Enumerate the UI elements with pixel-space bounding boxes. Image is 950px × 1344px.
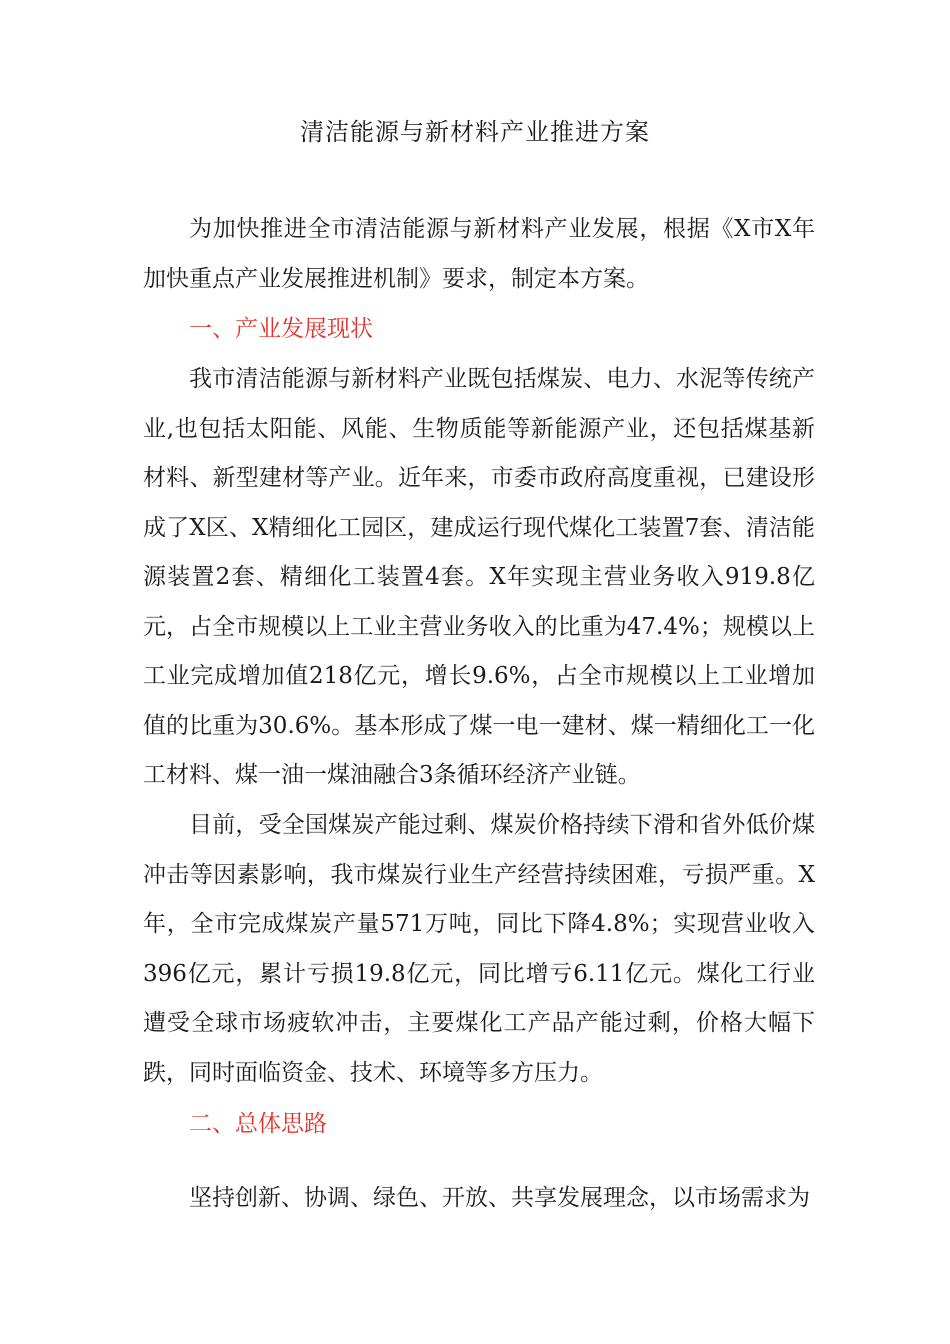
intro-paragraph: 为加快推进全市清洁能源与新材料产业发展，根据《X市X年加快重点产业发展推进机制》要求，制定本方案。 xyxy=(143,216,815,292)
section-heading-approach: 二、总体思路 xyxy=(189,1111,327,1137)
approach-paragraph: 坚持创新、协调、绿色、开放、共享发展理念，以市场需求为 xyxy=(189,1185,810,1211)
section-heading-status: 一、产业发展现状 xyxy=(189,316,373,342)
document-title: 清洁能源与新材料产业推进方案 xyxy=(300,118,650,146)
status-paragraph-1: 我市清洁能源与新材料产业既包括煤炭、电力、水泥等传统产业,也包括太阳能、风能、生物质能等新能源产业，还包括煤基新材料、新型建材等产业。近年来，市委市政府高度重视，已建设形成了X区、X精细化工园区，建成运行现代煤化工装置7套、清洁能源装置2套、精细化工装置4套。X年实现主营业务收入919.8亿元，占全市规模以上工业主营业务收入的比重为47.4%；规模以上工业完成增加值218亿元，增长9.6%，占全市规模以上工业增加值的比重为30.6%。基本形成了煤一电一建材、煤一精细化工一化工材料、煤一油一煤油融合3条循环经济产业链。 xyxy=(143,366,815,788)
status-paragraph-2: 目前，受全国煤炭产能过剩、煤炭价格持续下滑和省外低价煤冲击等因素影响，我市煤炭行业生产经营持续困难，亏损严重。X年，全市完成煤炭产量571万吨，同比下降4.8%；实现营业收入396亿元，累计亏损19.8亿元，同比增亏6.11亿元。煤化工行业遭受全球市场疲软冲击，主要煤化工产品产能过剩，价格大幅下跌，同时面临资金、技术、环境等多方压力。 xyxy=(143,812,815,1086)
